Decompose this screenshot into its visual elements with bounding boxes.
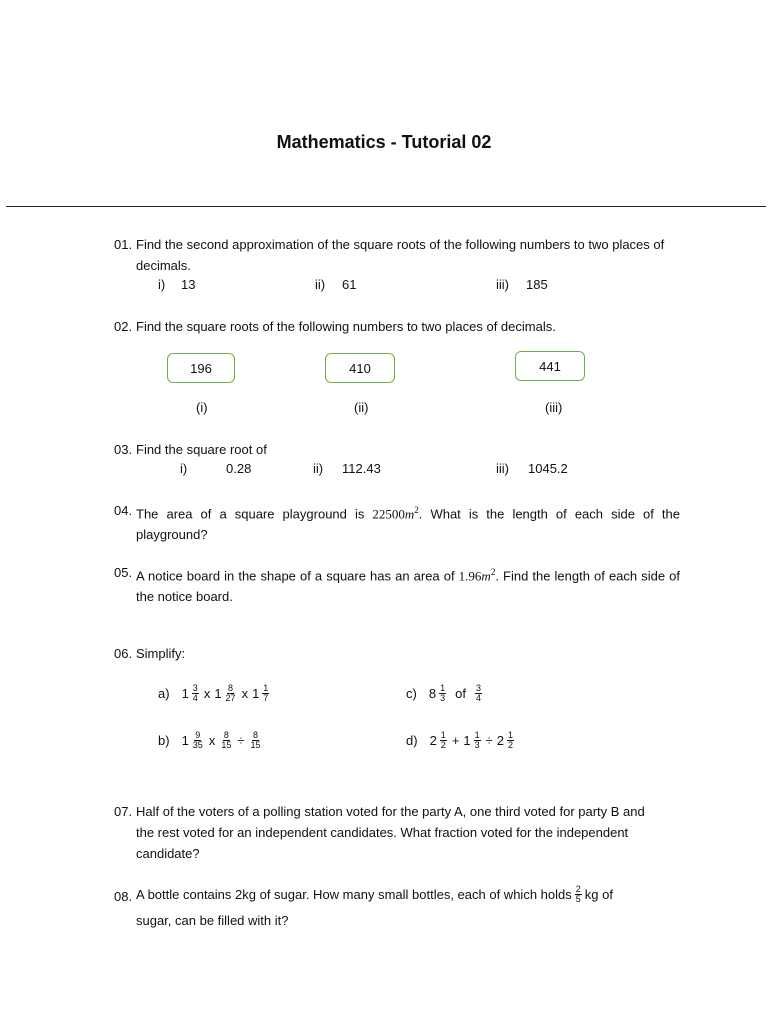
operator: + xyxy=(451,733,460,748)
operator: x xyxy=(203,686,211,701)
question-number: 02. xyxy=(114,319,133,334)
expression-b xyxy=(158,731,262,750)
question-text: Find the square roots of the following numbers to two places of decimals. xyxy=(136,319,556,334)
question-05 xyxy=(114,562,684,606)
fraction xyxy=(575,885,582,904)
denominator: 3 xyxy=(474,740,480,750)
question-number: 05. xyxy=(114,565,133,580)
operator: of xyxy=(455,686,466,701)
whole-number: 1 xyxy=(463,733,471,748)
question-number: 01. xyxy=(114,237,133,252)
q3-item-label: iii) xyxy=(496,461,509,476)
fraction xyxy=(440,731,447,750)
q1-item-value: 185 xyxy=(526,277,548,292)
question-number: 07. xyxy=(114,804,133,819)
operator: x xyxy=(208,733,216,748)
math-exponent: 2 xyxy=(414,505,419,515)
denominator: 4 xyxy=(192,693,198,703)
expression-label: a) xyxy=(158,686,170,701)
box-label: (ii) xyxy=(354,400,369,415)
fraction xyxy=(220,731,232,750)
question-01 xyxy=(114,234,684,278)
q1-item-label: ii) xyxy=(315,277,326,292)
q3-item-value: 112.43 xyxy=(342,461,381,476)
question-text xyxy=(136,884,680,905)
fraction xyxy=(474,731,481,750)
box-label: (iii) xyxy=(545,400,563,415)
numerator: 1 xyxy=(440,683,446,693)
whole-number: 2 xyxy=(429,733,437,748)
fraction xyxy=(507,731,514,750)
question-text xyxy=(136,500,680,545)
question-03 xyxy=(114,439,684,461)
q1-item-value: 61 xyxy=(342,277,357,292)
expression-label: c) xyxy=(406,686,417,701)
q1-item-label: iii) xyxy=(496,277,509,292)
numerator: 1 xyxy=(474,730,480,740)
math-variable: m xyxy=(404,506,415,522)
question-number: 04. xyxy=(114,503,133,518)
question-text: Find the second approximation of the square roots of the following numbers to two places of decimals. xyxy=(136,237,665,273)
whole-number: 1 xyxy=(214,686,222,701)
denominator: 27 xyxy=(225,693,236,703)
text-segment: . Find the length of each side of the notice board. xyxy=(136,568,680,605)
expression-a xyxy=(158,684,270,703)
text-segment: kg of xyxy=(584,887,613,902)
number-box: 196 xyxy=(167,353,235,383)
fraction xyxy=(192,684,199,703)
q3-item-label: i) xyxy=(180,461,188,476)
numerator: 8 xyxy=(228,683,234,693)
fraction xyxy=(249,731,261,750)
numerator: 1 xyxy=(263,683,269,693)
expression-label: b) xyxy=(158,733,170,748)
question-number: 03. xyxy=(114,442,133,457)
expression-c xyxy=(406,684,483,703)
question-text-line2: sugar, can be filled with it? xyxy=(136,913,289,928)
numerator: 9 xyxy=(195,730,201,740)
math-number: 22500 xyxy=(372,506,405,522)
question-04 xyxy=(114,500,684,544)
header-divider xyxy=(6,206,766,207)
math-number: 1.96 xyxy=(458,568,482,584)
number-box: 441 xyxy=(515,351,585,381)
denominator: 2 xyxy=(440,740,446,750)
page-title: Mathematics - Tutorial 02 xyxy=(276,132,492,152)
whole-number: 8 xyxy=(428,686,437,701)
text-segment: The area of a square playground is xyxy=(136,506,365,522)
question-text: Find the square root of xyxy=(136,442,267,457)
question-number: 06. xyxy=(114,646,133,661)
q3-item-label: ii) xyxy=(313,461,324,476)
whole-number: 1 xyxy=(181,686,189,701)
denominator: 7 xyxy=(263,693,269,703)
denominator: 2 xyxy=(508,740,514,750)
numerator: 2 xyxy=(575,884,581,894)
operator: ÷ xyxy=(237,733,245,748)
fraction xyxy=(475,684,482,703)
denominator: 15 xyxy=(250,740,261,750)
operator: x xyxy=(241,686,249,701)
numerator: 1 xyxy=(508,730,514,740)
denominator: 5 xyxy=(575,894,581,904)
text-segment: A bottle contains 2kg of sugar. How many small bottles, each of which holds xyxy=(136,887,572,902)
question-07 xyxy=(114,801,684,867)
whole-number: 1 xyxy=(252,686,260,701)
denominator: 3 xyxy=(440,693,446,703)
question-number: 08. xyxy=(114,889,133,904)
expression-d xyxy=(406,731,515,750)
whole-number: 2 xyxy=(496,733,505,748)
q1-item-value: 13 xyxy=(181,277,196,292)
operator: ÷ xyxy=(485,733,493,748)
text-segment: . What is the length of each side of the playground? xyxy=(136,506,680,543)
expression-label: d) xyxy=(406,733,418,748)
question-02 xyxy=(114,316,684,338)
fraction xyxy=(225,684,237,703)
numerator: 3 xyxy=(192,683,198,693)
numerator: 8 xyxy=(223,730,229,740)
question-text: Half of the voters of a polling station voted for the party A, one third voted for party B and the rest voted for an independent candidates. What fraction voted for the independent candidate? xyxy=(136,804,645,861)
text-segment: A notice board in the shape of a square has an area of xyxy=(136,568,455,584)
fraction xyxy=(439,684,446,703)
math-variable: m xyxy=(481,568,491,584)
denominator: 15 xyxy=(221,740,232,750)
q3-item-value: 1045.2 xyxy=(528,461,568,476)
q1-item-label: i) xyxy=(158,277,166,292)
question-text xyxy=(136,562,680,607)
question-08 xyxy=(114,884,684,934)
q3-item-value: 0.28 xyxy=(226,461,252,476)
fraction xyxy=(262,684,269,703)
question-text: Simplify: xyxy=(136,646,186,661)
denominator: 35 xyxy=(192,740,203,750)
numerator: 8 xyxy=(252,730,258,740)
whole-number: 1 xyxy=(181,733,189,748)
numerator: 1 xyxy=(440,730,446,740)
numerator: 3 xyxy=(475,683,481,693)
fraction xyxy=(192,731,204,750)
question-06 xyxy=(114,643,684,665)
number-box: 410 xyxy=(325,353,395,383)
denominator: 4 xyxy=(475,693,481,703)
box-label: (i) xyxy=(196,400,208,415)
math-exponent: 2 xyxy=(490,567,496,577)
